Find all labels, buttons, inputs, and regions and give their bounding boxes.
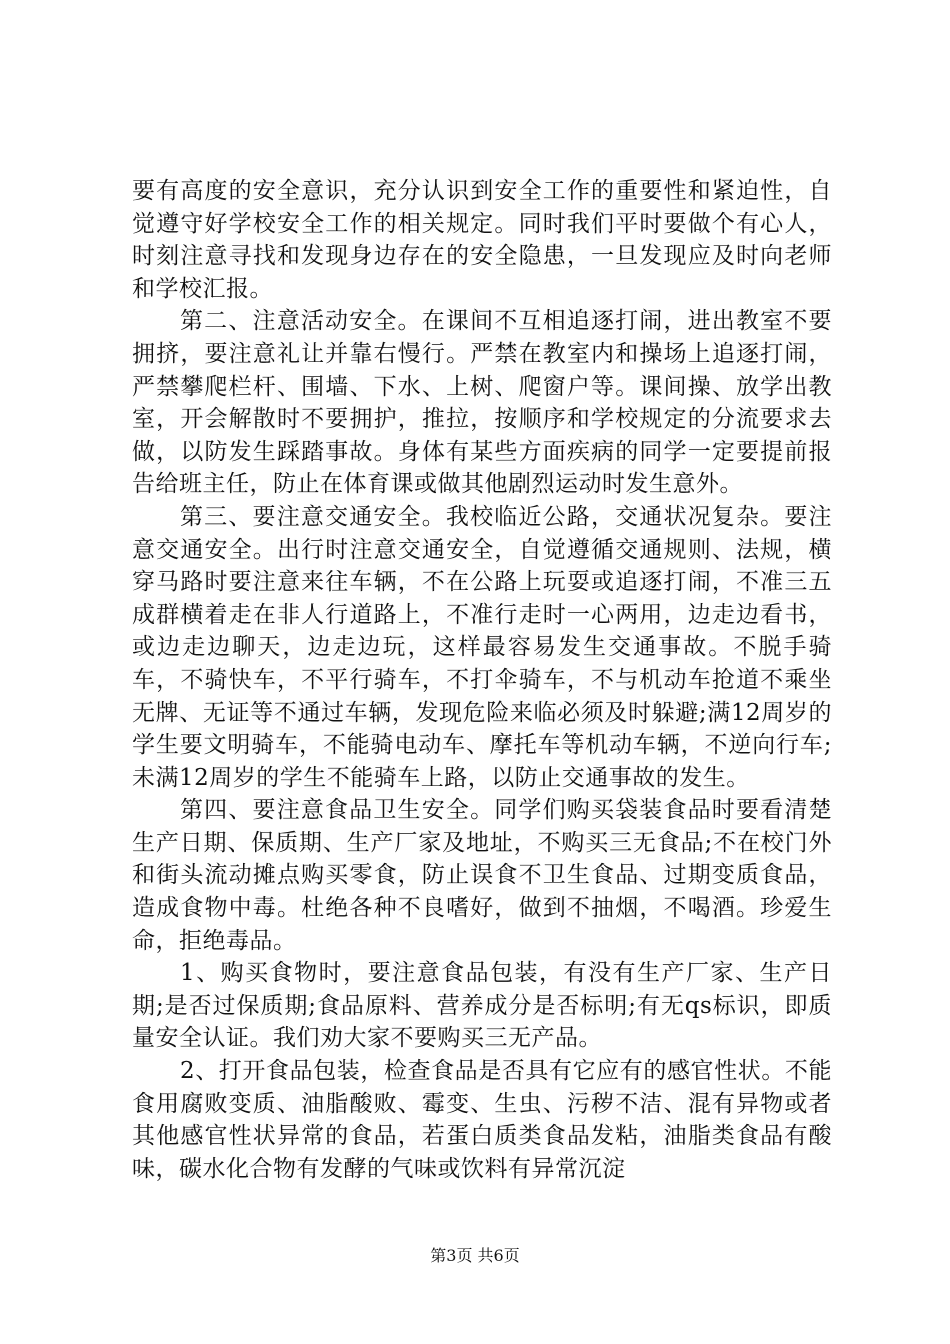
document-body <box>132 175 832 1185</box>
paragraph-activity-safety: 第二、注意活动安全。在课间不互相追逐打闹，进出教室不要拥挤，要注意礼让并靠右慢行。严禁在教室内和操场上追逐打闹，严禁攀爬栏杆、围墙、下水、上树、爬窗户等。课间操、放学出教室，开会解散时不要拥护，推拉，按顺序和学校规定的分流要求去做，以防发生踩踏事故。身体有某些方面疾病的同学一定要提前报告给班主任，防止在体育课或做其他剧烈运动时发生意外。 <box>132 308 832 498</box>
paragraph-food-safety: 第四、要注意食品卫生安全。同学们购买袋装食品时要看清楚生产日期、保质期、生产厂家及地址，不购买三无食品;不在校门外和街头流动摊点购买零食，防止误食不卫生食品、过期变质食品，造成食物中毒。杜绝各种不良嗜好，做到不抽烟，不喝酒。珍爱生命，拒绝毒品。 <box>132 797 832 954</box>
paragraph-food-item-2: 2、打开食品包装，检查食品是否具有它应有的感官性状。不能食用腐败变质、油脂酸败、霉变、生虫、污秽不洁、混有异物或者其他感官性状异常的食品，若蛋白质类食品发粘，油脂类食品有酸味，碳水化合物有发酵的气味或饮料有异常沉淀 <box>132 1058 832 1182</box>
paragraph-traffic-safety: 第三、要注意交通安全。我校临近公路，交通状况复杂。要注意交通安全。出行时注意交通安全，自觉遵循交通规则、法规，横穿马路时要注意来往车辆，不在公路上玩耍或追逐打闹，不准三五成群横着走在非人行道路上，不准行走时一心两用，边走边看书，或边走边聊天，边走边玩，这样最容易发生交通事故。不脱手骑车，不骑快车，不平行骑车，不打伞骑车，不与机动车抢道不乘坐无牌、无证等不通过车辆，发现危险来临必须及时躲避;满12周岁的学生要文明骑车，不能骑电动车、摩托车等机动车辆，不逆向行车;未满12周岁的学生不能骑车上路，以防止交通事故的发生。 <box>132 503 832 791</box>
paragraph-safety-awareness: 要有高度的安全意识，充分认识到安全工作的重要性和紧迫性，自觉遵守好学校安全工作的相关规定。同时我们平时要做个有心人，时刻注意寻找和发现身边存在的安全隐患，一旦发现应及时向老师和学校汇报。 <box>132 178 832 302</box>
paragraph-food-item-1: 1、购买食物时，要注意食品包装，有没有生产厂家、生产日期;是否过保质期;食品原料、营养成分是否标明;有无qs标识，即质量安全认证。我们劝大家不要购买三无产品。 <box>132 960 832 1052</box>
page-number-footer: 第3页 共6页 <box>430 1246 520 1265</box>
